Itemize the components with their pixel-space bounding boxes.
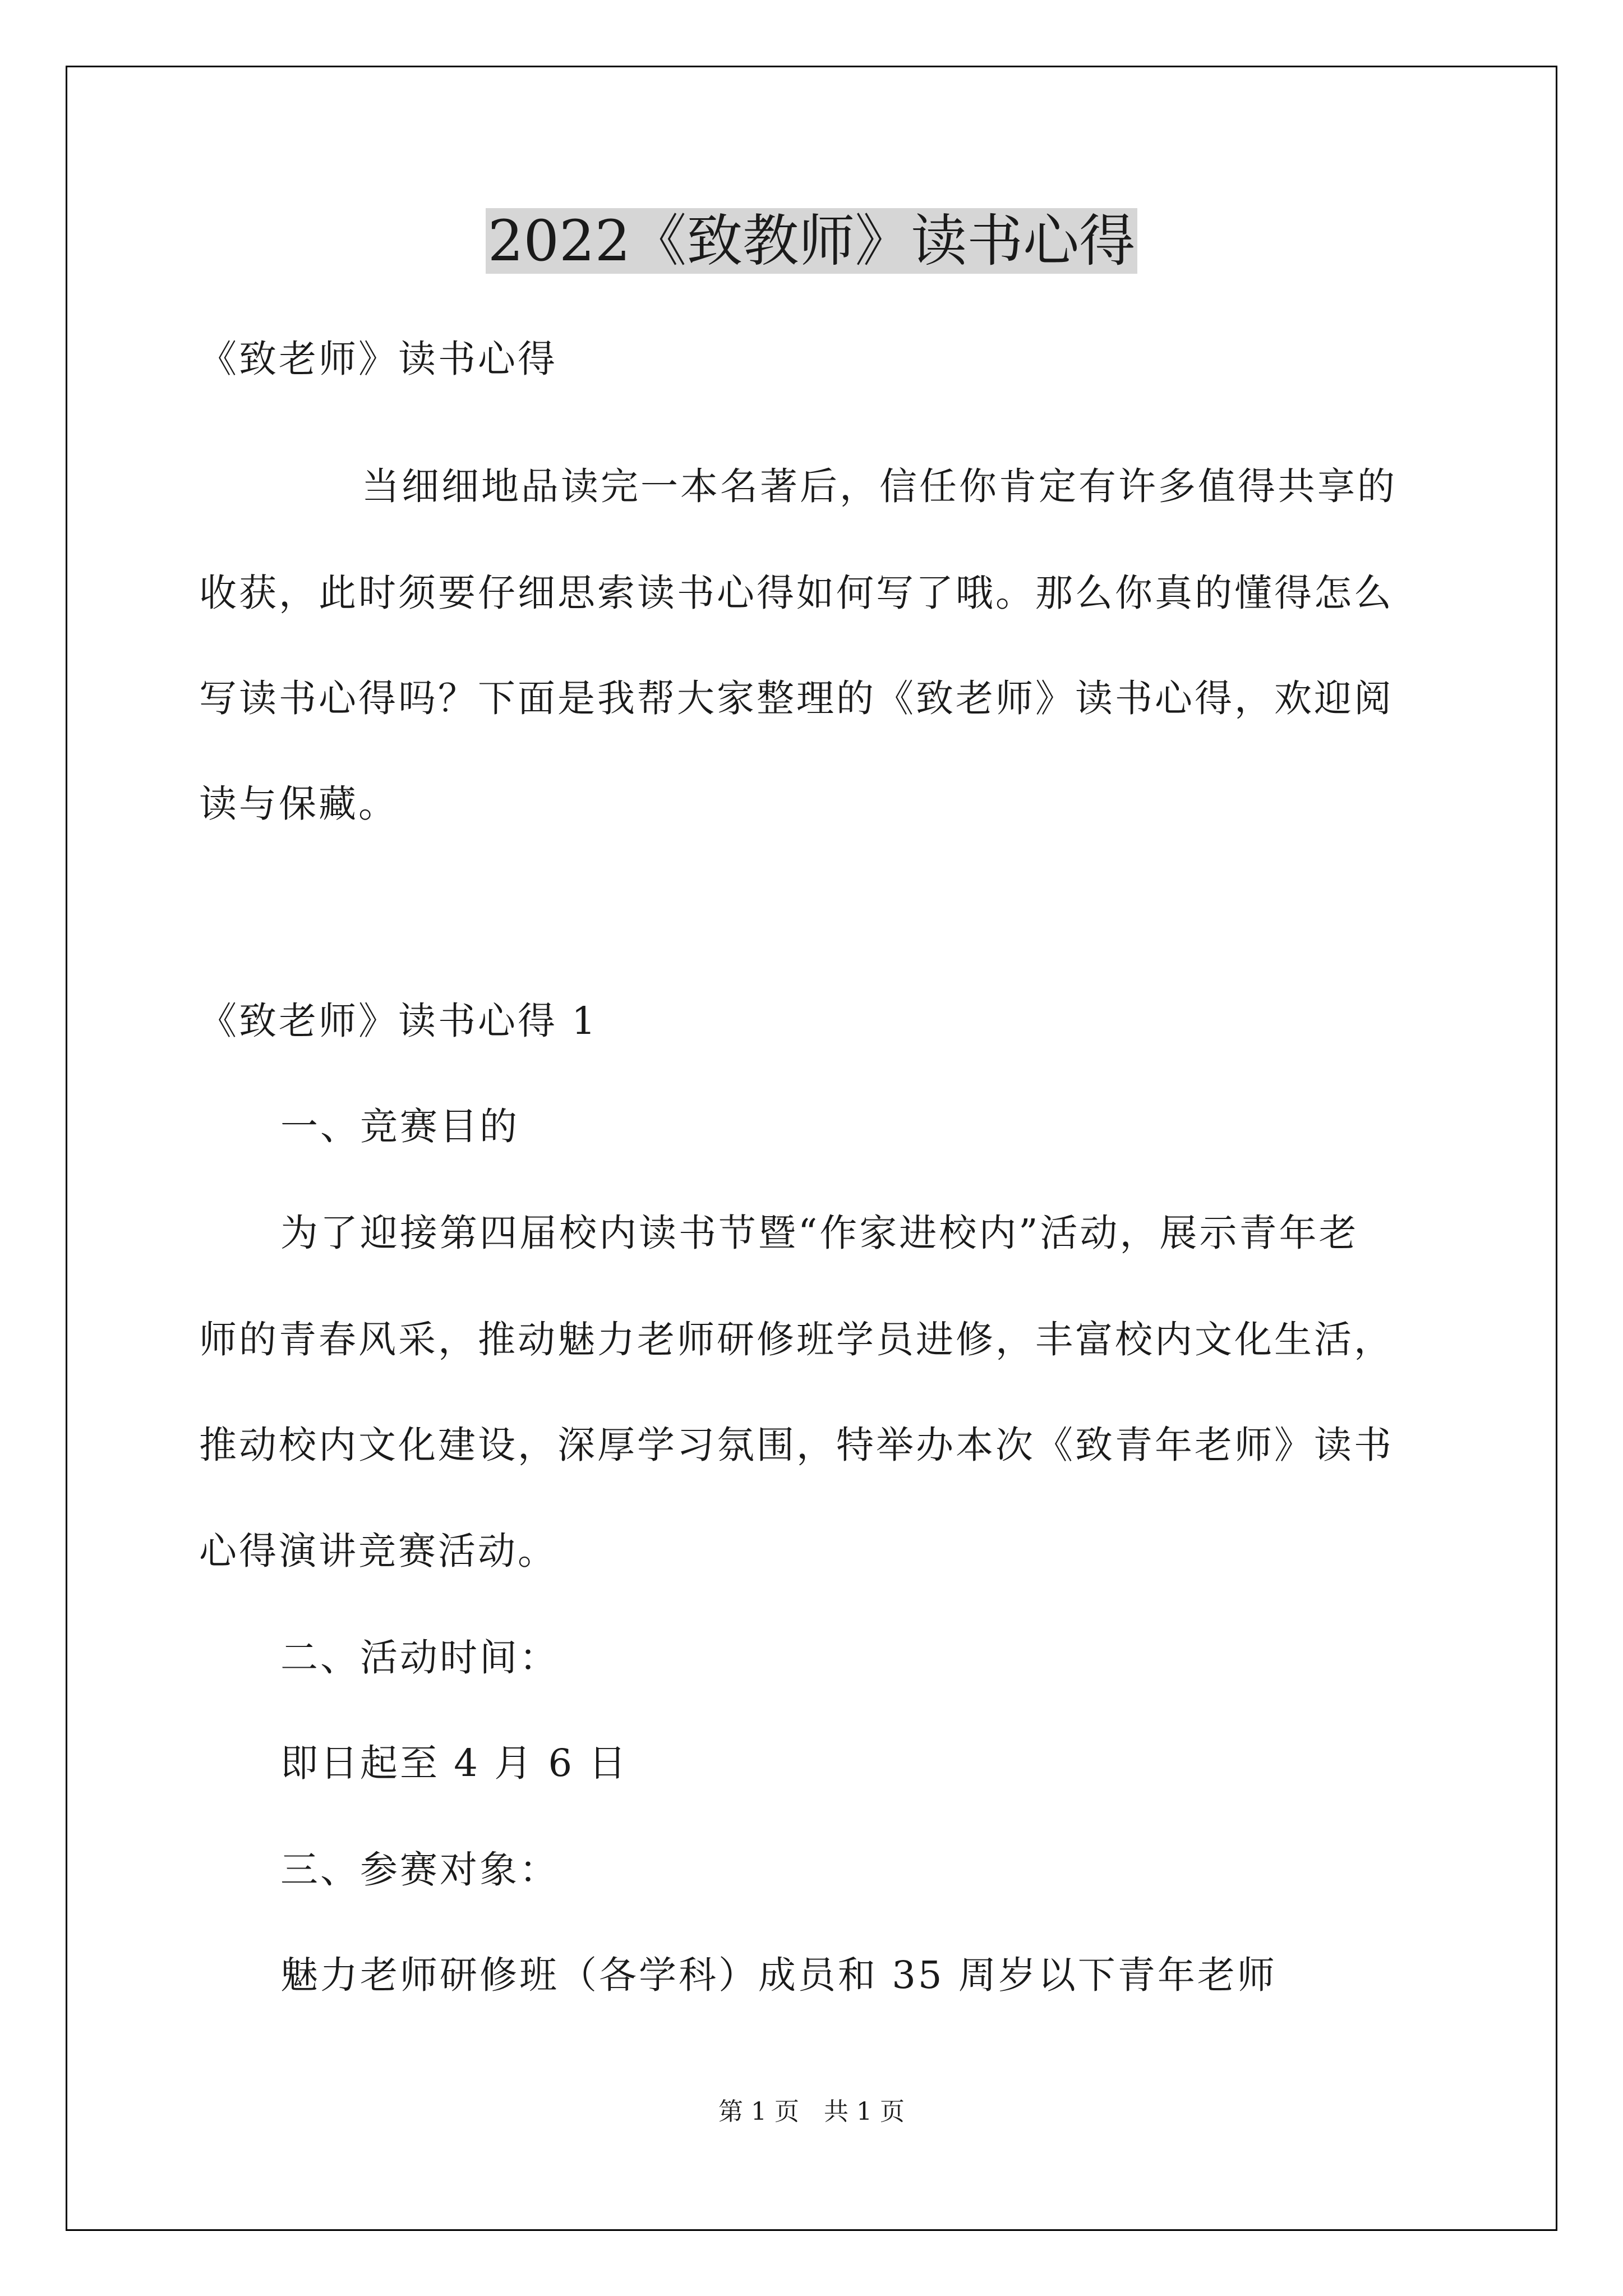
paragraph-line: 心得演讲竞赛活动。 bbox=[199, 1529, 557, 1573]
paragraph-line: 收获，此时须要仔细思索读书心得如何写了哦。那么你真的懂得怎么 bbox=[199, 571, 1394, 615]
document-title bbox=[0, 205, 1623, 278]
page-footer: 第 1 页 共 1 页 bbox=[718, 2097, 905, 2126]
paragraph-line: 推动校内文化建设，深厚学习氛围，特举办本次《致青年老师》读书 bbox=[199, 1423, 1394, 1467]
paragraph-line: 写读书心得吗？下面是我帮大家整理的《致老师》读书心得，欢迎阅 bbox=[199, 677, 1394, 720]
paragraph-line: 为了迎接第四届校内读书节暨“作家进校内”活动，展示青年老 bbox=[280, 1211, 1359, 1255]
paragraph-line: 即日起至 4 月 6 日 bbox=[280, 1741, 629, 1785]
paragraph-line: 三、参赛对象： bbox=[280, 1848, 559, 1892]
section-heading: 《致老师》读书心得 1 bbox=[199, 999, 598, 1043]
paragraph-line: 师的青春风采，推动魅力老师研修班学员进修，丰富校内文化生活， bbox=[199, 1318, 1394, 1361]
paragraph-line: 魅力老师研修班（各学科）成员和 35 周岁以下青年老师 bbox=[280, 1953, 1277, 1997]
document-title-text: 2022《致教师》读书心得 bbox=[486, 208, 1138, 274]
paragraph-line: 当细细地品读完一本名著后，信任你肯定有许多值得共享的 bbox=[362, 464, 1397, 508]
paragraph-line: 一、竞赛目的 bbox=[280, 1105, 519, 1148]
subtitle-line: 《致老师》读书心得 bbox=[199, 337, 557, 381]
paragraph-line: 二、活动时间： bbox=[280, 1636, 559, 1680]
paragraph-line: 读与保藏。 bbox=[199, 782, 398, 826]
